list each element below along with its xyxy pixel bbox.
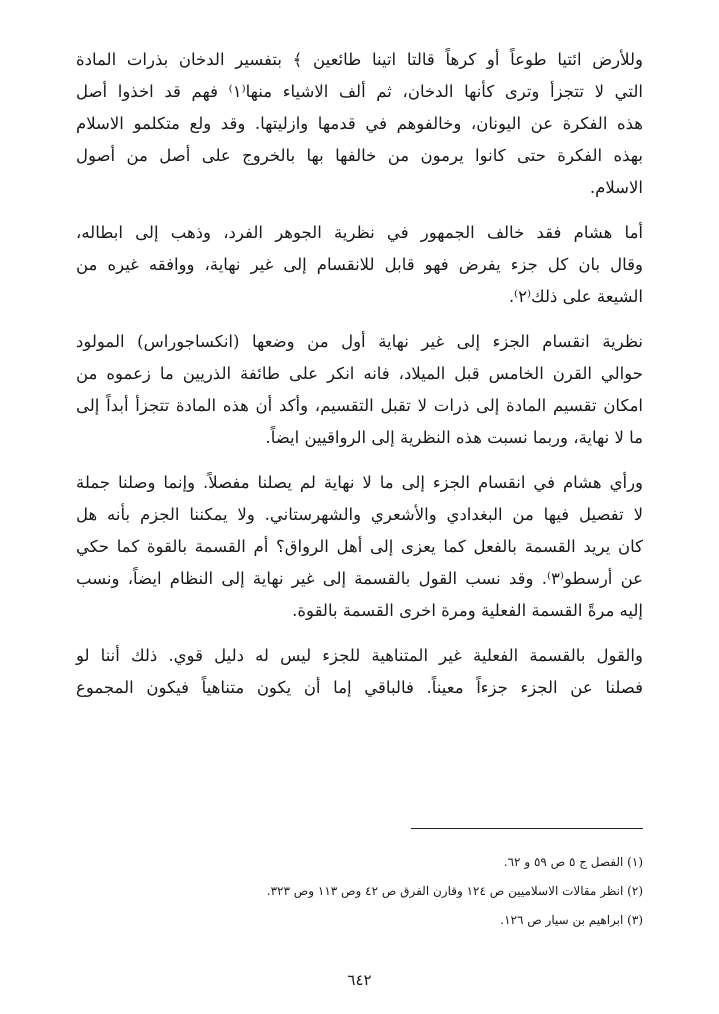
footnote-3: (٣) ابراهيم بن سيار ص ١٢٦. — [500, 913, 643, 927]
text-line: وقال بان كل جزء يفرض فهو قابل للانقسام إلى غير نهاية، ووافقه غيره من — [76, 255, 643, 274]
text-line: نظرية انقسام الجزء إلى غير نهاية أول من وضعها (انكساجوراس) المولود — [76, 332, 643, 351]
text-line: والقول بالقسمة الفعلية غير المتناهية للجزء ليس له دليل قوي. ذلك أننا لو — [76, 646, 643, 665]
text-line: كان يريد القسمة بالفعل كما يعزى إلى أهل الرواق؟ أم القسمة بالقوة كما حكي — [76, 537, 643, 556]
text-line: ما لا نهاية، وربما نسبت هذه النظرية إلى الرواقيين ايضاً. — [265, 428, 643, 447]
footnote-2: (٢) انظر مقالات الاسلاميين ص ١٢٤ وقارن الفرق ص ٤٢ وص ١١٣ وص ٣٢٣. — [266, 884, 643, 898]
text-line: الاسلام. — [589, 178, 643, 197]
text-line: فصلنا عن الجزء جزءاً معيناً. فالباقي إما أن يكون متناهياً فيكون المجموع — [76, 678, 643, 697]
footnote-1: (١) الفصل ج ٥ ص ٥٩ و ٦٢. — [503, 855, 643, 869]
text-line: الشيعة على ذلك⁽٢⁾. — [508, 287, 643, 306]
footnote-divider — [411, 828, 643, 829]
text-line: حوالي القرن الخامس قبل الميلاد، فانه انكر على طائفة الذريين ما زعموه من — [76, 364, 643, 383]
text-line: وللأرض ائتيا طوعاً أو كرهاً قالتا اتينا طائعين ﴾ بتفسير الدخان بذرات المادة — [76, 50, 643, 69]
text-line: امكان تقسيم المادة إلى ذرات لا تقبل التقسيم، وأكد أن هذه المادة تتجزأ أبداً إلى — [76, 396, 643, 415]
paragraph-3 — [76, 326, 643, 454]
paragraph-2 — [76, 217, 643, 313]
text-line: أما هشام فقد خالف الجمهور في نظرية الجوهر الفرد، وذهب إلى ابطاله، — [76, 223, 643, 242]
text-line: إليه مرةً القسمة الفعلية ومرة اخرى القسمة بالقوة. — [292, 601, 643, 620]
text-line: عن أرسطو⁽٣⁾. وقد نسب القول بالقسمة إلى غير نهاية إلى النظام ايضاً، ونسب — [76, 569, 643, 588]
page-number: ٦٤٢ — [347, 971, 372, 989]
paragraph-5 — [76, 640, 643, 704]
text-line: التي لا تتجزأ وترى كأنها الدخان، ثم ألف الاشياء منها⁽١⁾ فهم قد اخذوا أصل — [76, 82, 643, 101]
text-line: هذه الفكرة عن اليونان، وخالفوهم في قدمها وازليتها. وقد ولع متكلمو الاسلام — [76, 114, 643, 133]
paragraph-1 — [76, 44, 643, 204]
text-line: ورأي هشام في انقسام الجزء إلى ما لا نهاية لم يصلنا مفصلاً. وإنما وصلنا جملة — [76, 473, 643, 492]
footnotes — [76, 848, 643, 935]
paragraph-4 — [76, 467, 643, 627]
body-text — [76, 44, 643, 717]
text-line: لا تفصيل فيها من البغدادي والأشعري والشهرستاني. ولا يمكننا الجزم بأنه هل — [76, 505, 643, 524]
text-line: بهذه الفكرة حتى كانوا يرمون من خالفها بها بالخروج على أصل من أصول — [76, 146, 643, 165]
